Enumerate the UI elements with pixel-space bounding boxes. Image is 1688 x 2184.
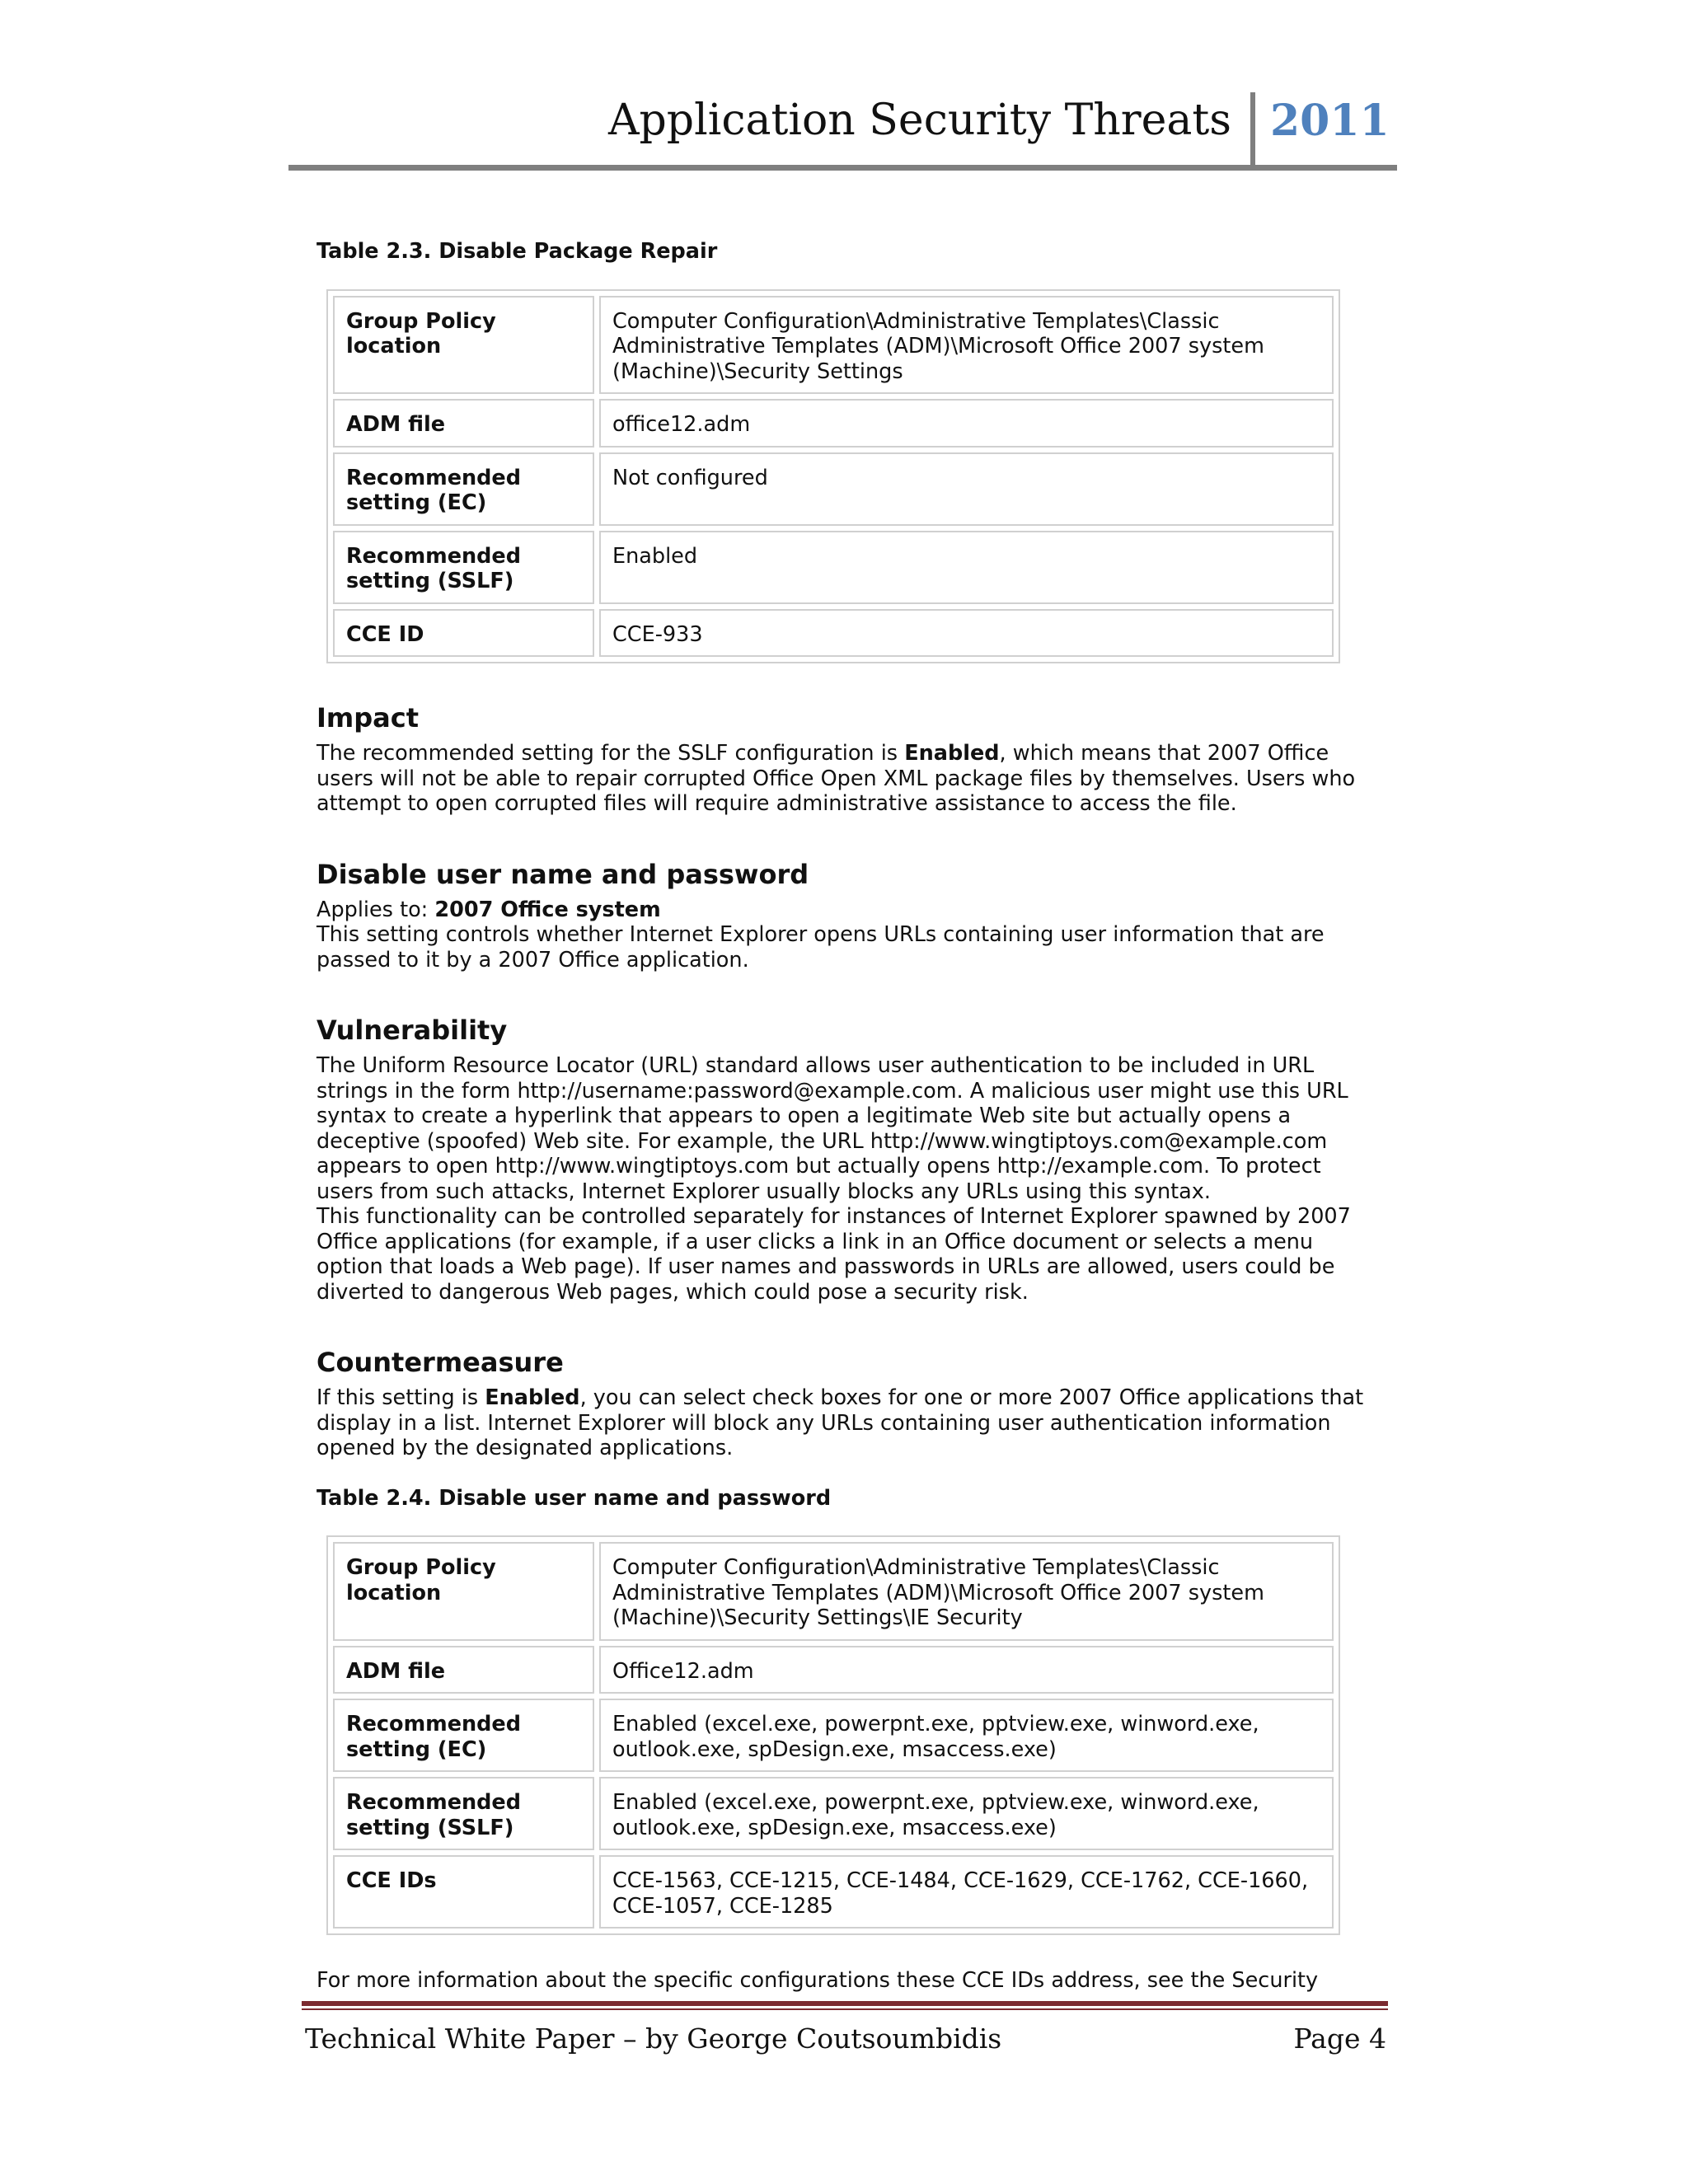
applies-value: 2007 Office system: [434, 897, 661, 922]
vulnerability-paragraph-1: The Uniform Resource Locator (URL) standard allows user authentication to be included in URL strings in the form http://username:password@example.com. A malicious user might use this URL syntax to create a hyperlink that appears to open a legitimate Web site but actually opens a deceptive (spoofed) Web site. For example, the URL http://www.wingtiptoys.com@example.com appears to open http://www.wingtiptoys.com but actually opens http://example.com. To protect users from such attacks, Internet Explorer usually blocks any URLs using this syntax.: [316, 1053, 1348, 1204]
table-value: Computer Configuration\Administrative Templates\Classic Administrative Templates (ADM)\Microsoft Office 2007 system (Machine)\Security Settings: [599, 296, 1334, 395]
impact-bold: Enabled: [904, 741, 1000, 766]
table2-caption: Table 2.4. Disable user name and password: [316, 1485, 832, 1511]
disable-section: [316, 858, 1380, 973]
table-key: Recommended setting (EC): [333, 452, 594, 526]
impact-heading: Impact: [316, 702, 420, 733]
table-key: ADM file: [333, 399, 594, 448]
table-row: [333, 1646, 1334, 1694]
page-footer: [305, 2022, 1386, 2064]
table-key: Group Policy location: [333, 1542, 594, 1641]
footer-rule-thin: [302, 2008, 1388, 2010]
header-title: Application Security Threats: [607, 96, 1231, 145]
table-key: ADM file: [333, 1646, 594, 1694]
footer-rule: [302, 2001, 1388, 2006]
table-value: CCE-933: [599, 609, 1334, 658]
table-row: [333, 399, 1334, 448]
table-value: CCE-1563, CCE-1215, CCE-1484, CCE-1629, CCE-1762, CCE-1660, CCE-1057, CCE-1285: [599, 1855, 1334, 1929]
table-value: Office12.adm: [599, 1646, 1334, 1694]
closing-paragraph: For more information about the specific configurations these CCE IDs address, see the Security: [316, 1968, 1319, 1993]
table-value: office12.adm: [599, 399, 1334, 448]
table-key: Recommended setting (SSLF): [333, 1777, 594, 1850]
table-value: Not configured: [599, 452, 1334, 526]
table-value: Enabled (excel.exe, powerpnt.exe, pptview.exe, winword.exe, outlook.exe, spDesign.exe, msaccess.exe): [599, 1777, 1334, 1850]
impact-section: [316, 701, 1380, 817]
table-row: [333, 1699, 1334, 1772]
table-value: Computer Configuration\Administrative Templates\Classic Administrative Templates (ADM)\Microsoft Office 2007 system (Machine)\Security Settings\IE Security: [599, 1542, 1334, 1641]
header-divider: [1250, 92, 1255, 170]
table-row: [333, 1777, 1334, 1850]
table-value: Enabled (excel.exe, powerpnt.exe, pptview.exe, winword.exe, outlook.exe, spDesign.exe, msaccess.exe): [599, 1699, 1334, 1772]
countermeasure-heading: Countermeasure: [316, 1347, 564, 1378]
countermeasure-text-2: , you can select check boxes for one or more 2007 Office applications that display in a list. Internet Explorer will block any URLs containing user authentication information opened by the designated applications.: [316, 1385, 1364, 1460]
table-key: CCE ID: [333, 609, 594, 658]
table1: [326, 289, 1340, 664]
table1-caption: Table 2.3. Disable Package Repair: [316, 239, 718, 264]
impact-paragraph: [316, 741, 1380, 817]
table-row: [333, 452, 1334, 526]
countermeasure-bold: Enabled: [485, 1385, 580, 1410]
header-rule: [288, 165, 1397, 171]
footer-author: Technical White Paper – by George Coutsoumbidis: [305, 2022, 1002, 2055]
header-year: 2011: [1270, 96, 1390, 146]
vulnerability-section: [316, 1014, 1380, 1305]
table2: [326, 1535, 1340, 1935]
page-number: Page 4: [1293, 2022, 1386, 2055]
applies-to: [316, 898, 1380, 923]
countermeasure-paragraph: [316, 1385, 1380, 1461]
table-value: Enabled: [599, 531, 1334, 604]
table-key: Recommended setting (SSLF): [333, 531, 594, 604]
table-row: [333, 531, 1334, 604]
disable-heading: Disable user name and password: [316, 858, 809, 890]
impact-text-2: , which means that 2007 Office users will not be able to repair corrupted Office Open XML package files by themselves. Users who attempt to open corrupted files will require administrative assistance to access the file.: [316, 741, 1356, 816]
vulnerability-paragraph-2: This functionality can be controlled separately for instances of Internet Explorer spawned by 2007 Office applications (for example, if a user clicks a link in an Office document or selects a menu option that loads a Web page). If user names and passwords in URLs are allowed, users could be diverted to dangerous Web pages, which could pose a security risk.: [316, 1204, 1351, 1305]
table-row: [333, 609, 1334, 658]
table-row: [333, 296, 1334, 395]
table-key: Recommended setting (EC): [333, 1699, 594, 1772]
countermeasure-text: If this setting is: [316, 1385, 485, 1410]
table-key: CCE IDs: [333, 1855, 594, 1929]
table-row: [333, 1855, 1334, 1929]
table-key: Group Policy location: [333, 296, 594, 395]
impact-text: The recommended setting for the SSLF configuration is: [316, 741, 905, 766]
applies-label: Applies to:: [316, 897, 435, 922]
table-row: [333, 1542, 1334, 1641]
disable-paragraph: This setting controls whether Internet Explorer opens URLs containing user information that are passed to it by a 2007 Office application.: [316, 922, 1325, 972]
page-header: [288, 89, 1395, 170]
countermeasure-section: [316, 1346, 1380, 1461]
vulnerability-heading: Vulnerability: [316, 1015, 508, 1046]
document-body: [316, 239, 1380, 1994]
